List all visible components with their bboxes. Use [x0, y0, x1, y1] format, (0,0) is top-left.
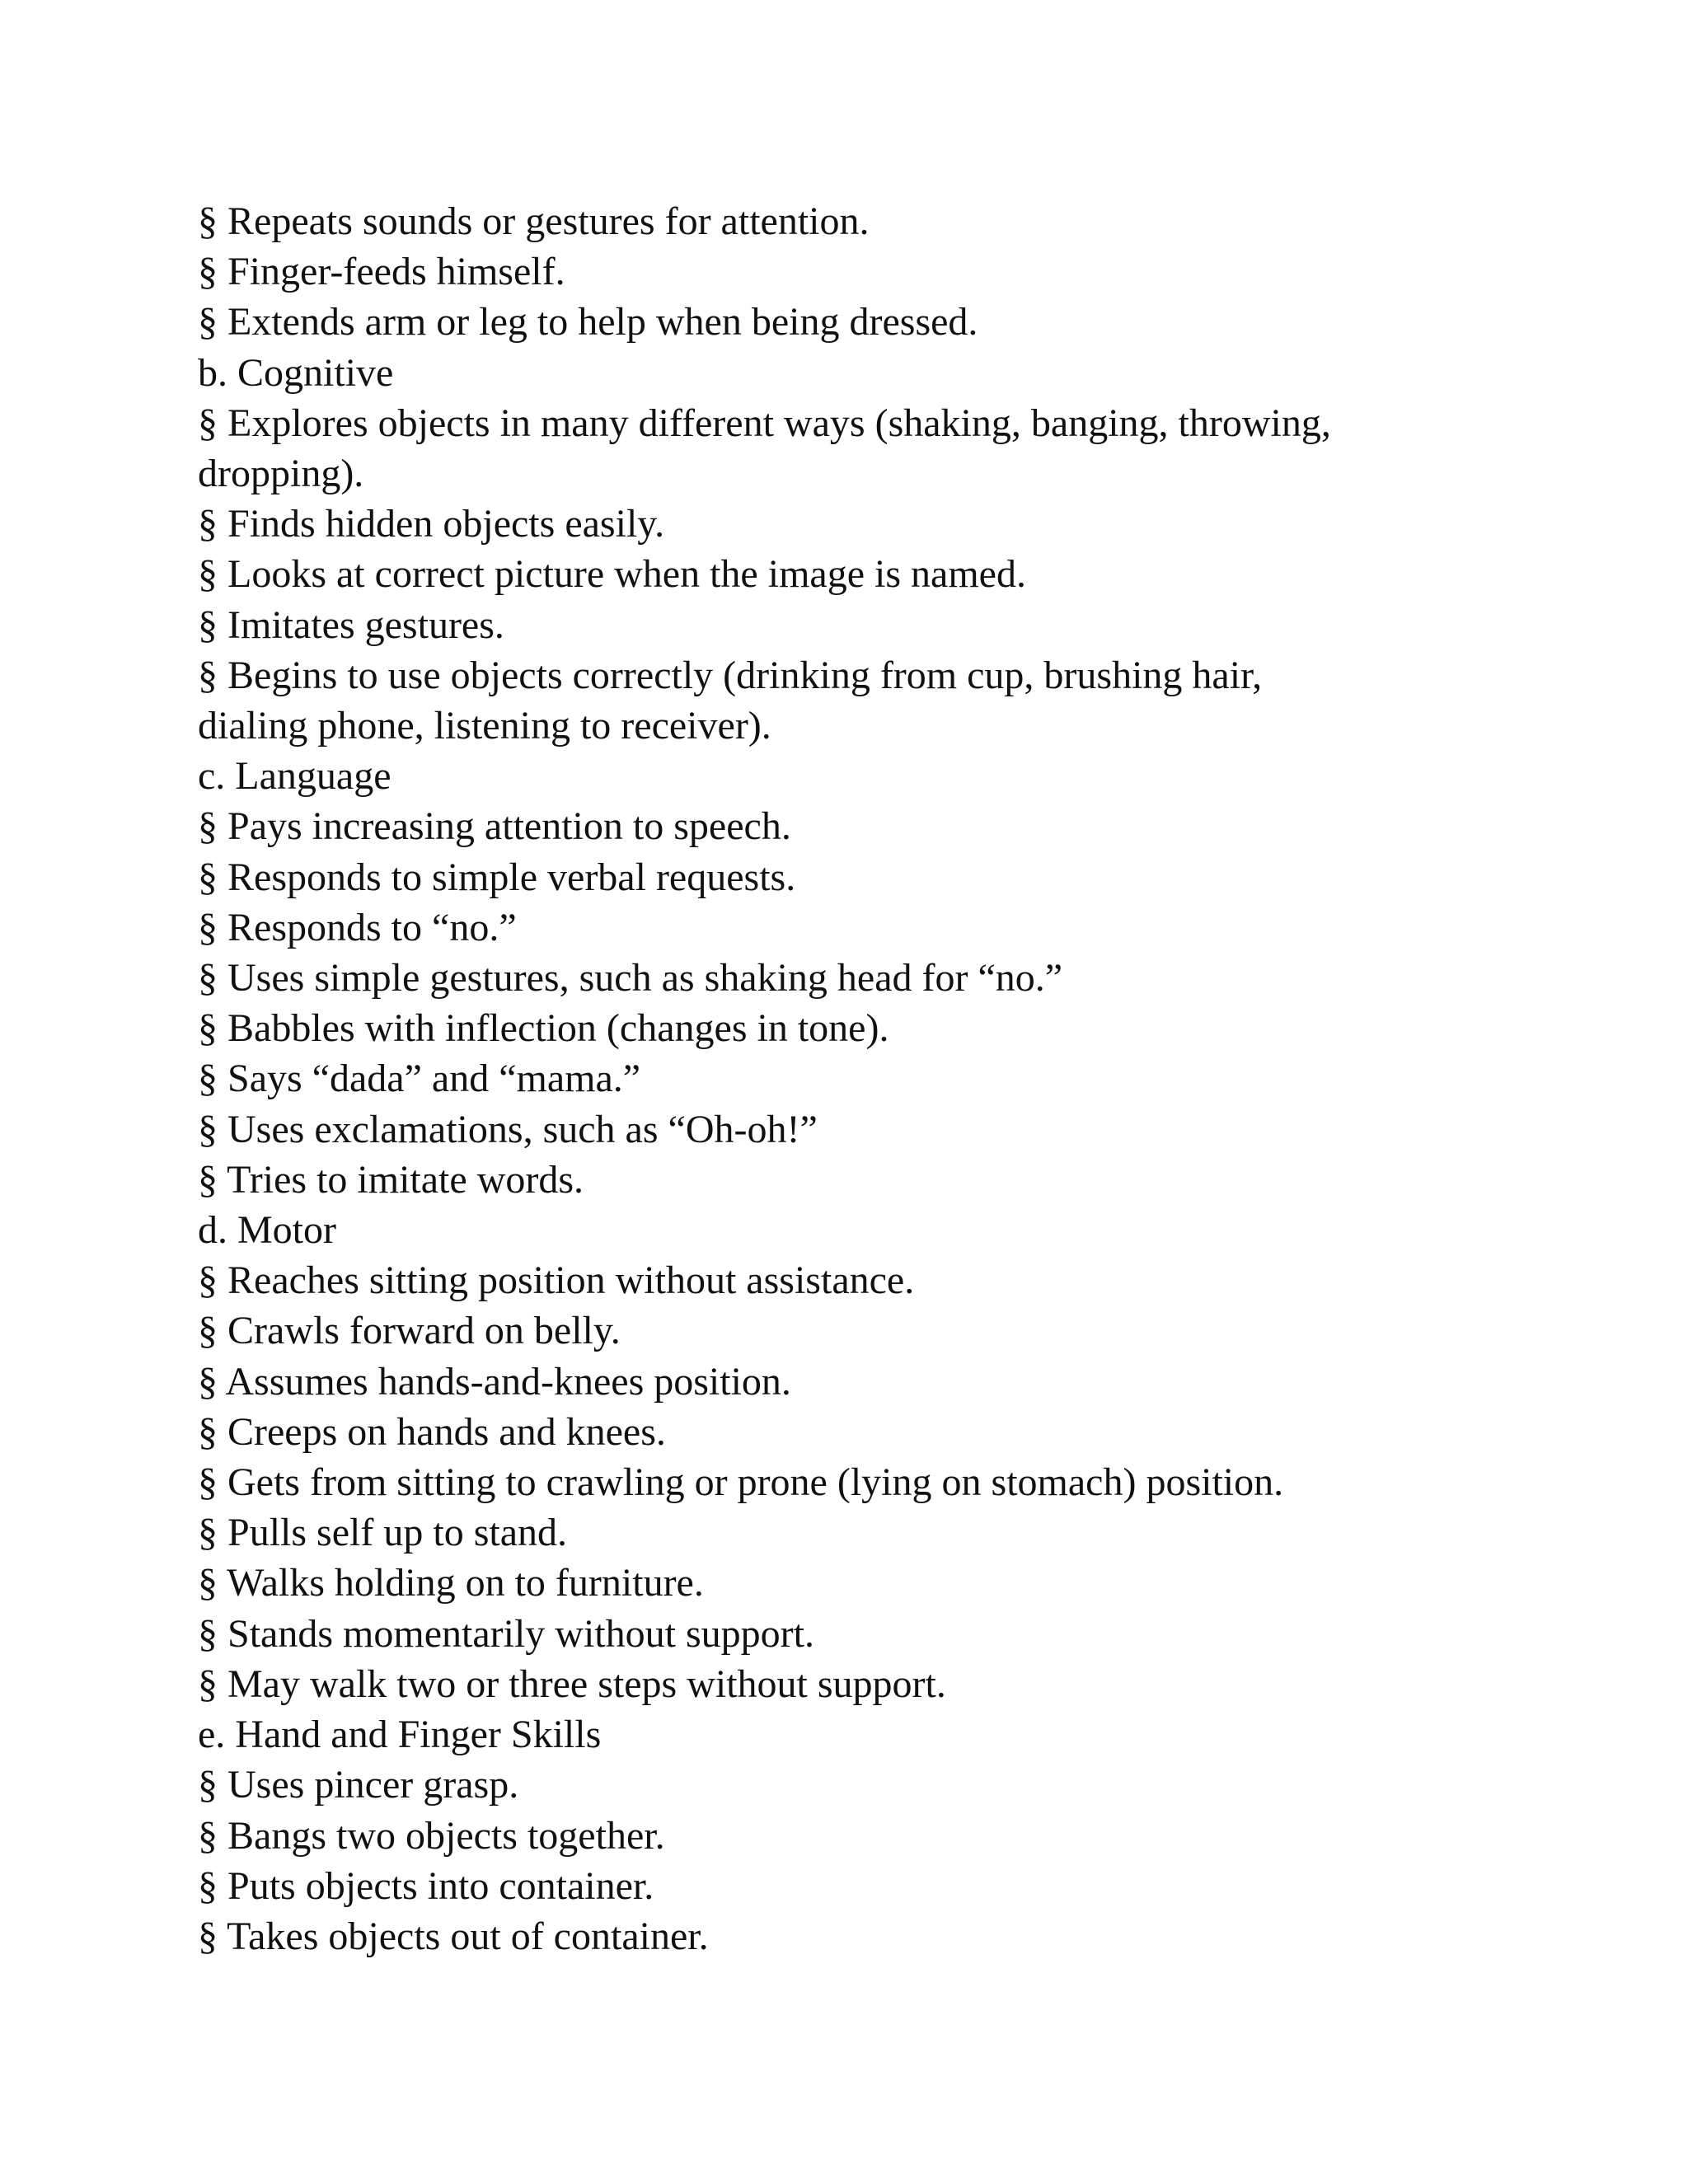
bullet-item: § Finger-feeds himself.: [198, 250, 565, 294]
bullet-item: § Finds hidden objects easily.: [198, 502, 665, 546]
bullet-item: § Takes objects out of container.: [198, 1914, 709, 1958]
bullet-continuation: dropping).: [198, 452, 364, 496]
bullet-item: § May walk two or three steps without support.: [198, 1661, 946, 1706]
bullet-item: § Explores objects in many different ways (shaking, banging, throwing,: [198, 401, 1331, 445]
bullet-item: § Uses pincer grasp.: [198, 1763, 519, 1807]
bullet-item: § Crawls forward on belly.: [198, 1309, 621, 1353]
bullet-item: § Stands momentarily without support.: [198, 1611, 814, 1656]
bullet-item: § Uses exclamations, such as “Oh-oh!”: [198, 1107, 818, 1151]
bullet-item: § Gets from sitting to crawling or prone (lying on stomach) position.: [198, 1460, 1284, 1505]
bullet-item: § Responds to simple verbal requests.: [198, 855, 796, 899]
section-heading-hand-and-finger-skills: e. Hand and Finger Skills: [198, 1713, 602, 1757]
bullet-item: § Walks holding on to furniture.: [198, 1561, 704, 1605]
bullet-item: § Imitates gestures.: [198, 602, 504, 647]
bullet-item: § Begins to use objects correctly (drinking from cup, brushing hair,: [198, 653, 1263, 697]
bullet-continuation: dialing phone, listening to receiver).: [198, 704, 771, 748]
section-heading-language: c. Language: [198, 754, 392, 799]
bullet-item: § Says “dada” and “mama.”: [198, 1057, 641, 1101]
bullet-item: § Assumes hands-and-knees position.: [198, 1359, 791, 1404]
bullet-item: § Uses simple gestures, such as shaking head for “no.”: [198, 956, 1063, 1001]
bullet-item: § Babbles with inflection (changes in tone).: [198, 1006, 889, 1051]
bullet-item: § Pays increasing attention to speech.: [198, 804, 791, 849]
bullet-item: § Responds to “no.”: [198, 905, 517, 949]
bullet-item: § Extends arm or leg to help when being dressed.: [198, 300, 978, 344]
section-heading-motor: d. Motor: [198, 1208, 336, 1253]
bullet-item: § Looks at correct picture when the image is named.: [198, 552, 1026, 597]
bullet-item: § Tries to imitate words.: [198, 1157, 584, 1202]
bullet-item: § Reaches sitting position without assistance.: [198, 1258, 915, 1303]
bullet-item: § Repeats sounds or gestures for attention.: [198, 199, 870, 243]
bullet-item: § Creeps on hands and knees.: [198, 1409, 666, 1454]
section-heading-cognitive: b. Cognitive: [198, 350, 394, 395]
document-body: [198, 196, 1500, 1961]
bullet-item: § Pulls self up to stand.: [198, 1511, 568, 1555]
bullet-item: § Puts objects into container.: [198, 1863, 654, 1908]
bullet-item: § Bangs two objects together.: [198, 1813, 665, 1858]
